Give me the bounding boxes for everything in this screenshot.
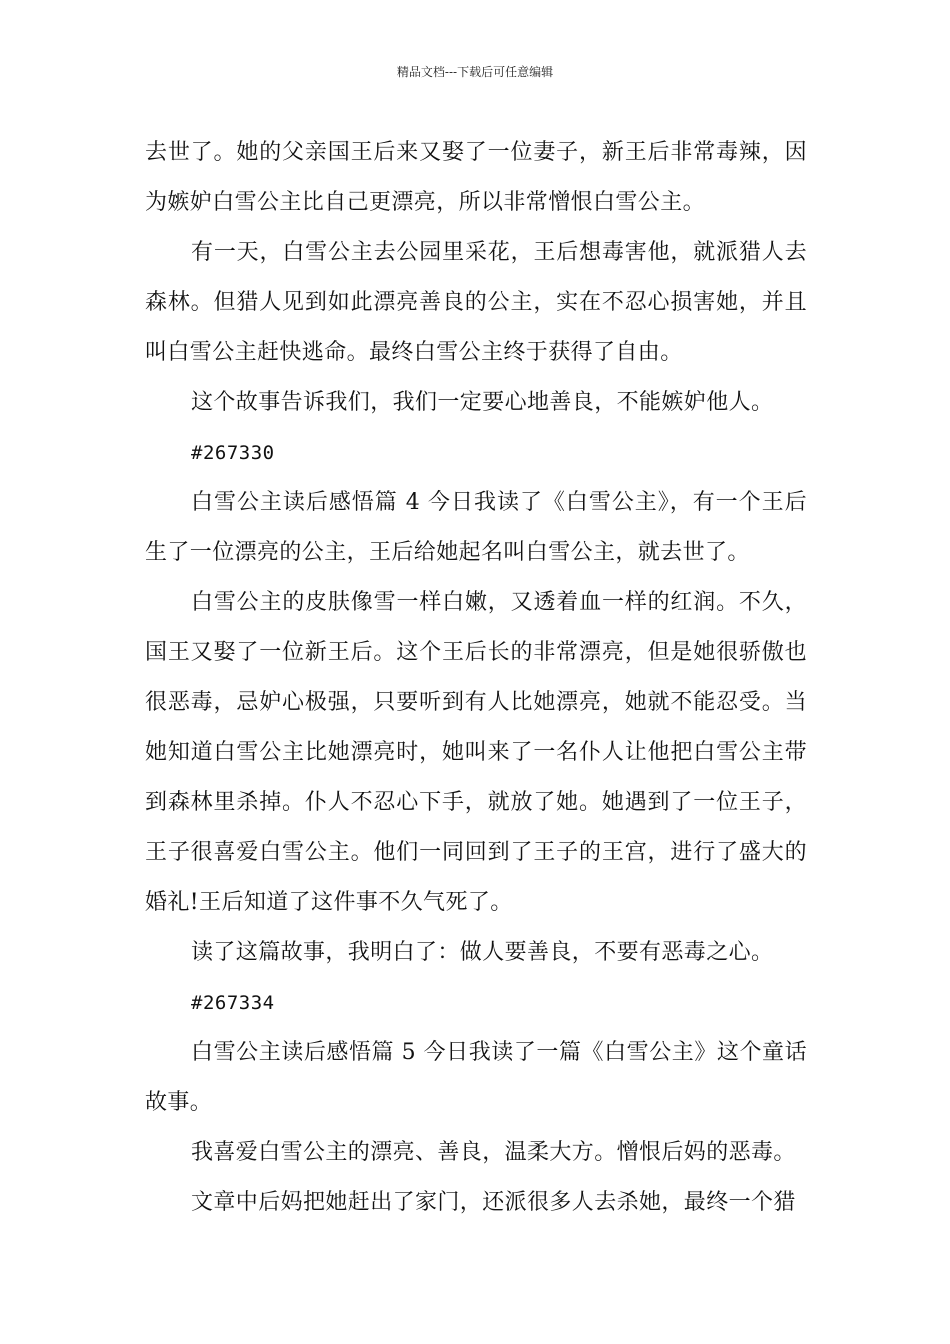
paragraph-11: 文章中后妈把她赶出了家门，还派很多人去杀她，最终一个猎 — [191, 1190, 796, 1215]
paragraph-3: 这个故事告诉我们，我们一定要心地善良，不能嫉妒他人。 — [191, 390, 774, 415]
document-body — [145, 128, 807, 1228]
article-id-267330: #267330 — [191, 442, 275, 464]
paragraph-1: 去世了。她的父亲国王后来又娶了一位妻子，新王后非常毒辣，因为嫉妒白雪公主比自己更漂亮，所以非常憎恨白雪公主。 — [145, 140, 807, 215]
page-header: 精品文档---下载后可任意编辑 — [396, 65, 554, 79]
paragraph-10: 我喜爱白雪公主的漂亮、善良，温柔大方。憎恨后妈的恶毒。 — [191, 1140, 796, 1165]
article-id-267334: #267334 — [191, 992, 275, 1014]
paragraph-2: 有一天，白雪公主去公园里采花，王后想毒害他，就派猎人去森林。但猎人见到如此漂亮善良的公主，实在不忍心损害她，并且叫白雪公主赶快逃命。最终白雪公主终于获得了自由。 — [145, 240, 807, 365]
paragraph-6: 白雪公主的皮肤像雪一样白嫩，又透着血一样的红润。不久，国王又娶了一位新王后。这个王后长的非常漂亮，但是她很骄傲也很恶毒，忌妒心极强，只要听到有人比她漂亮，她就不能忍受。当她知道白雪公主比她漂亮时，她叫来了一名仆人让他把白雪公主带到森林里杀掉。仆人不忍心下手，就放了她。她遇到了一位王子，王子很喜爱白雪公主。他们一同回到了王子的王宫，进行了盛大的婚礼!王后知道了这件事不久气死了。 — [145, 590, 807, 915]
paragraph-5: 白雪公主读后感悟篇 4 今日我读了《白雪公主》，有一个王后生了一位漂亮的公主，王后给她起名叫白雪公主，就去世了。 — [145, 490, 807, 565]
paragraph-9: 白雪公主读后感悟篇 5 今日我读了一篇《白雪公主》这个童话故事。 — [145, 1040, 807, 1115]
paragraph-7: 读了这篇故事，我明白了：做人要善良，不要有恶毒之心。 — [191, 940, 774, 965]
